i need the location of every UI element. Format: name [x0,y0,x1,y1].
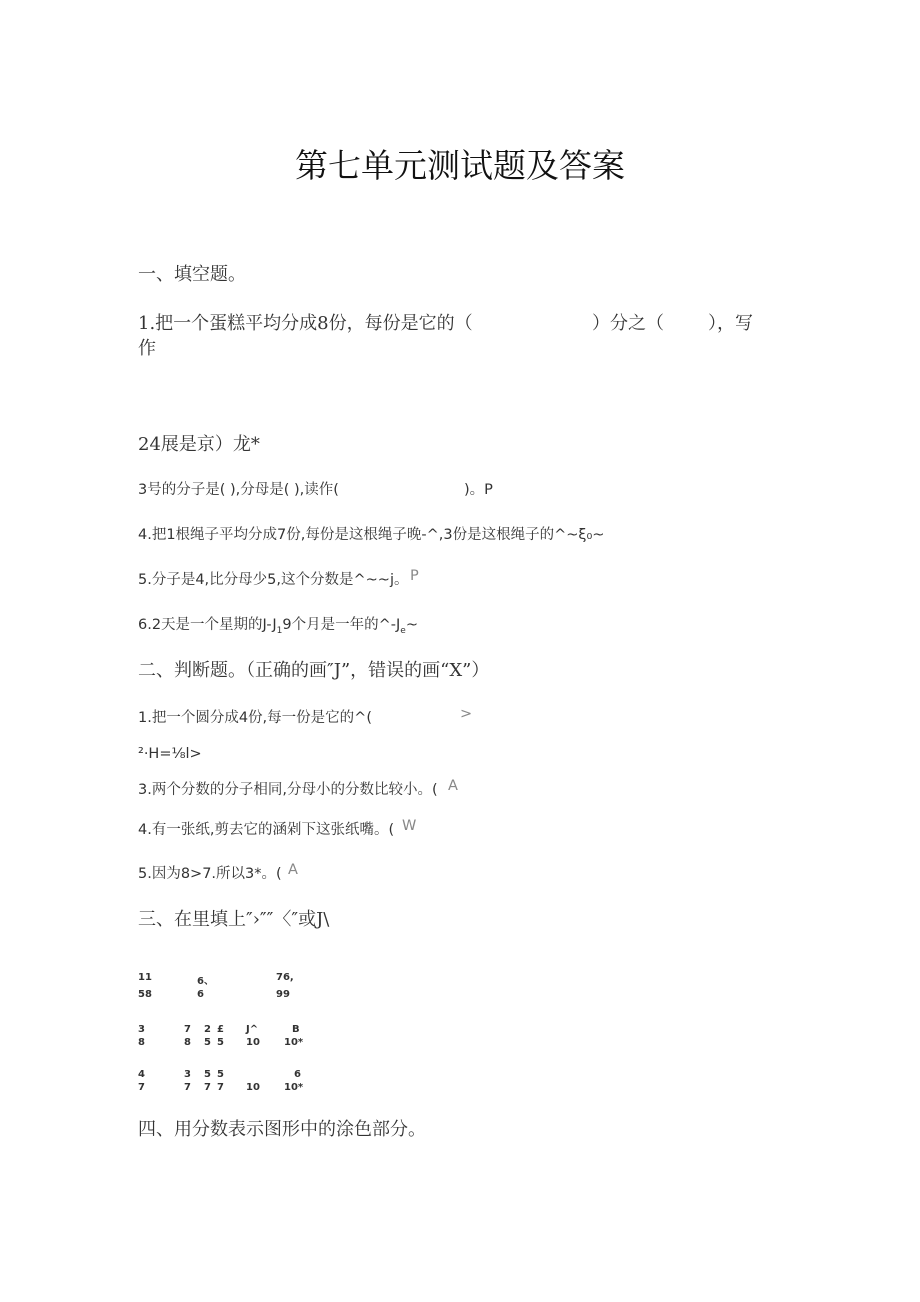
grid-r3-c6: B [292,1024,300,1035]
s2-q3-text-a: 3.两个分数的分子相同,分母小的分数比较小。( [138,782,438,798]
grid-r4-c3: 5 [204,1037,211,1048]
grid-r3-c3: 2 [204,1024,211,1035]
page-title: 第七单元测试题及答案 [295,146,625,185]
grid-r1-c1: 11 [138,972,152,983]
s2-q1-text-b: > [460,706,473,722]
grid-r4-c4: 5 [217,1037,224,1048]
s2-q3-text-b: A [448,778,458,794]
grid-r3-c2: 7 [184,1024,191,1035]
grid-r6-c1: 7 [138,1082,145,1093]
q1-text-line2: 作 [138,338,156,359]
q6-part-b: 9个月是一年的^-J [282,617,401,633]
q4-text: 4.把1根绳子平均分成7份,每份是这根绳子晚-^,3份是这根绳子的^~ξ₀~ [138,527,605,543]
s2-q1-text-a: 1.把一个圆分成4份,每一份是它的^( [138,710,372,726]
q2-text: 24展是京）龙* [138,434,260,455]
section-4-heading: 四、用分数表示图形中的涂色部分。 [138,1119,426,1140]
s2-q5-text-b: A [288,862,298,878]
grid-r3-c4: £ [217,1024,224,1035]
s2-q2-text: ²·H=⅛l> [138,746,202,762]
grid-r6-c6: 10* [284,1082,304,1093]
grid-r4-c5: 10 [246,1037,260,1048]
grid-r2-c2: 6 [197,989,204,1000]
grid-r5-c4: 5 [217,1069,224,1080]
grid-r1-c3: 76, [276,972,294,983]
q5-text-b: P [410,568,419,584]
section-1-heading: 一、填空题。 [138,264,246,285]
grid-r5-c5: 6 [294,1069,301,1080]
section-3-heading: 三、在里填上″›″″〈″或J\ [138,909,330,930]
q5-text-a: 5.分子是4,比分母少5,这个分数是^~~j。 [138,572,409,588]
grid-r6-c3: 7 [204,1082,211,1093]
grid-r2-c3: 99 [276,989,290,1000]
q3-text-a: 3号的分子是( ),分母是( ),读作( [138,482,339,498]
q6-part-a: 6.2天是一个星期的J-J [138,617,277,633]
q6-part-c: ~ [405,617,418,633]
grid-r4-c6: 10* [284,1037,304,1048]
s2-q4-text-b: W [402,818,417,834]
grid-r6-c4: 7 [217,1082,224,1093]
q6-sub-2: e [400,625,406,636]
grid-r6-c2: 7 [184,1082,191,1093]
grid-r6-c5: 10 [246,1082,260,1093]
q1-text-b: ）分之（ [592,313,664,334]
section-2-heading: 二、判断题。（正确的画″J”，错误的画“X”） [138,660,490,681]
grid-r3-c1: 3 [138,1024,145,1035]
grid-r4-c2: 8 [184,1037,191,1048]
q6-sub-1: 1 [276,625,283,636]
grid-r4-c1: 8 [138,1037,145,1048]
q6-text [138,613,418,636]
grid-r3-c5: J^ [246,1024,259,1035]
q1-text-a: 1.把一个蛋糕平均分成8份，每份是它的（ [138,313,473,334]
q3-text-b: )。P [464,482,493,498]
q1-text-c: ），写 [708,313,753,334]
s2-q5-text-a: 5.因为8>7.所以3*。( [138,866,282,882]
grid-r2-c1: 58 [138,989,152,1000]
grid-r5-c1: 4 [138,1069,145,1080]
grid-r5-c3: 5 [204,1069,211,1080]
s2-q4-text-a: 4.有一张纸,剪去它的涵剁下这张纸嘴。( [138,822,395,838]
grid-r5-c2: 3 [184,1069,191,1080]
grid-r1-c2: 6、 [197,976,214,987]
